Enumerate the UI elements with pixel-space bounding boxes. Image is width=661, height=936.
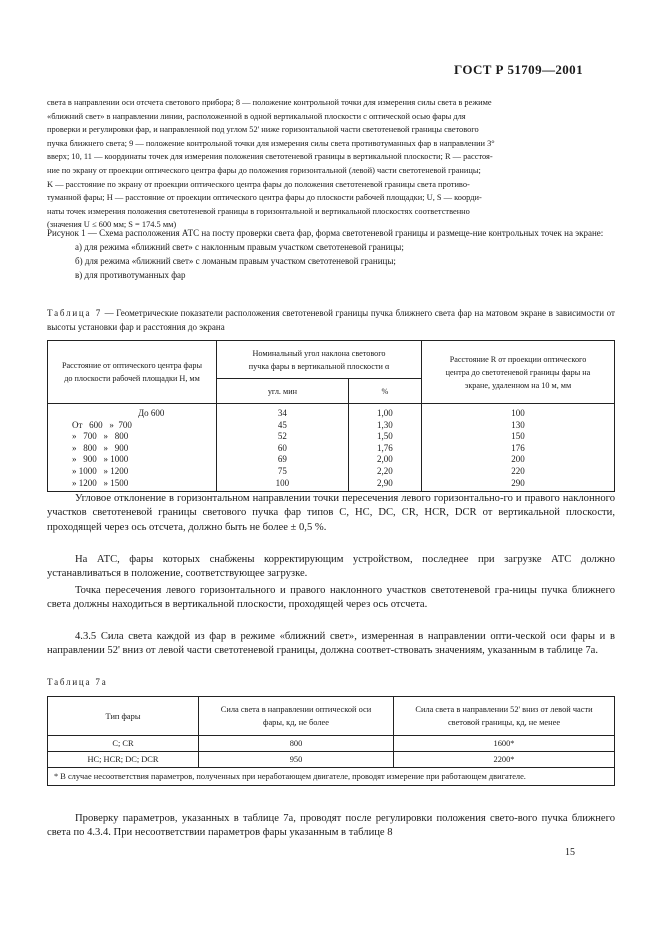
table7a-row1-down: 1600* xyxy=(394,736,615,752)
table7-col2b-header: % xyxy=(348,379,421,404)
table7-cell-r: 150 xyxy=(511,431,525,442)
table7a-row1-type: C; CR xyxy=(48,736,199,752)
table7-cell-min: 75 xyxy=(277,465,287,476)
table7a-row2-down: 2200* xyxy=(394,752,615,768)
table7-cell-range: » 1200 » 1500 xyxy=(72,477,129,488)
legend-line: (значения U ≤ 600 мм; S = 174.5 мм) xyxy=(47,220,177,230)
legend-line: света в направлении оси отсчета светового прибора; 8 — положение контрольной точки для измерения силы света в режиме xyxy=(47,98,492,107)
table7-title-text: — Геометрические показатели расположения светотеневой границы пучка ближнего света фар на матовом экране в зависимости от высоты установки фар и расстояния до экрана xyxy=(47,308,615,332)
paragraph-1: Угловое отклонение в горизонтальном направлении точки пересечения левого горизонтально-го и правого наклонного участков светотеневой границы светового пучка фар типов C, HC, DC, CR, HCR, DCR от вертикальной плоскости, проходящей через ось отсчета, должно быть не более ± 0,5 %. xyxy=(47,493,615,533)
legend-line: вверх; 10, 11 — координаты точек для измерения положения светотеневой границы в вертикальной плоскости; R — расстоя- xyxy=(47,152,493,162)
table7-cell-pct: 1,50 xyxy=(377,431,393,442)
table7-range-column xyxy=(48,404,217,492)
final-paragraph: Проверку параметров, указанных в таблице 7а, проводят после регулировки положения свето-вого пучка ближнего света по 4.3.4. При несоответствии параметров фары указанным в таблице 8 xyxy=(47,813,615,839)
table7-cell-min: 60 xyxy=(277,442,287,453)
table7-pct-column xyxy=(348,404,421,492)
figure-caption-item-b: б) для режима «ближний свет» с ломаным правым участком светотеневой границы; xyxy=(75,256,396,266)
table7a-label: Таблица 7а xyxy=(47,677,108,687)
table7a-row1-axis: 800 xyxy=(199,736,394,752)
table7-cell-pct: 1,76 xyxy=(377,442,393,453)
table7-cell-pct: 2,90 xyxy=(377,477,393,488)
figure-caption-item-c: в) для противотуманных фар xyxy=(75,270,186,280)
table7-min-column xyxy=(217,404,349,492)
legend-line: K — расстояние по экрану от проекции оптического центра фары до положения светотеневой границы света противо- xyxy=(47,179,470,189)
table7-cell-r: 200 xyxy=(511,454,525,465)
paragraph-3: Точка пересечения левого горизонтального и правого наклонного участков светотеневой гра-ницы пучка ближнего света должны находиться в вертикальной плоскости, проходящей через ось отсчета. xyxy=(47,585,615,611)
figure-caption-item-a: а) для режима «ближний свет» с наклонным правым участком светотеневой границы; xyxy=(75,242,404,252)
table7-col3-header: Расстояние R от проекции оптического центра до светотеневой границы фары на экране, удаленном на 10 м, мм xyxy=(422,341,615,404)
table7-col2-header: Номинальный угол наклона светового пучка фары в вертикальной плоскости α xyxy=(217,341,422,379)
table7-cell-r: 100 xyxy=(511,408,525,418)
paragraph-4: 4.3.5 Сила света каждой из фар в режиме «ближний свет», измеренная в направлении опти-ческой оси фары и в направлении 52' вниз от левой части светотеневой границы, должна соответ-ствовать значениям, указанным в таблице 7а. xyxy=(47,631,615,657)
table7-cell-pct: 1,30 xyxy=(377,419,393,430)
table7a xyxy=(47,696,615,786)
page-number: 15 xyxy=(565,847,575,858)
table7-cell-min: 52 xyxy=(277,431,287,442)
legend-line: проверки и регулировки фар, и направленной под углом 52' ниже горизонтальной части светотеневой границы светового xyxy=(47,125,479,135)
table7-col2a-header: угл. мин xyxy=(217,379,349,404)
table7a-col1-header: Тип фары xyxy=(48,697,199,736)
table7a-col3-header: Сила света в направлении 52' вниз от левой части световой границы, кд, не менее xyxy=(394,697,615,736)
table7a-col2-header: Сила света в направлении оптической оси фары, кд, не более xyxy=(199,697,394,736)
paragraph-2: На АТС, фары которых снабжены корректирующим устройством, последнее при загрузке АТС должно устанавливаться в положение, соответствующее загрузке. xyxy=(47,554,615,580)
table7a-row2-axis: 950 xyxy=(199,752,394,768)
table7-cell-range: До 600 xyxy=(138,408,165,418)
table7-title xyxy=(47,306,615,334)
table7a-footnote: * В случае несоответствия параметров, полученных при неработающем двигателе, проводят измерение при работающем двигателе. xyxy=(48,768,615,786)
table7-cell-range: » 700 » 800 xyxy=(72,431,129,442)
table7-cell-range: От 600 » 700 xyxy=(72,419,132,430)
figure-caption xyxy=(47,226,615,282)
table7-cell-pct: 2,20 xyxy=(377,465,393,476)
table7-cell-r: 176 xyxy=(511,442,525,453)
table7-cell-r: 130 xyxy=(511,419,525,430)
table7-cell-min: 45 xyxy=(277,419,287,430)
legend-line: туманной фары; H — расстояние от проекции оптического центра фары до плоскости рабочей площадки; U, S — коорди- xyxy=(47,193,482,203)
table7-r-column xyxy=(422,404,615,492)
table7-col1-header: Расстояние от оптического центра фары до плоскости рабочей площадки H, мм xyxy=(48,341,217,404)
legend-line: пучка ближнего света; 9 — положение контрольной точки для измерения силы света противотуманных фар в направлении 3° xyxy=(47,138,495,148)
table7-cell-range: » 1000 » 1200 xyxy=(72,465,129,476)
table7-cell-range: » 800 » 900 xyxy=(72,442,129,453)
table7-cell-min: 69 xyxy=(277,454,287,465)
table7-label: Таблица 7 xyxy=(47,308,103,318)
table7-cell-pct: 2,00 xyxy=(377,454,393,465)
legend-line: ние по экрану от проекции оптического центра фары до положения горизонтальной (левой) части светотеневой границы; xyxy=(47,165,481,175)
legend-line: «ближний свет» в направлении линии, расположенной в одной вертикальной плоскости с оптической осью фары для xyxy=(47,111,466,121)
figure-caption-title: Рисунок 1 — Схема расположения АТС на посту проверки света фар, форма светотеневой границы и размеще-ние контрольных точек на экране: xyxy=(47,228,604,238)
table7-cell-range: » 900 » 1000 xyxy=(72,454,129,465)
table7-cell-min: 100 xyxy=(275,477,290,488)
table7 xyxy=(47,340,615,492)
table7-cell-min: 34 xyxy=(277,408,287,418)
table7-cell-r: 290 xyxy=(511,477,525,488)
table7-cell-r: 220 xyxy=(511,465,525,476)
table7-cell-pct: 1,00 xyxy=(377,408,393,418)
figure-legend xyxy=(47,96,615,232)
table7a-row2-type: HC; HCR; DC; DCR xyxy=(48,752,199,768)
legend-line: наты точек измерения положения светотеневой границы в горизонтальной и вертикальной плоскостях соответственно xyxy=(47,206,470,216)
document-header: ГОСТ Р 51709—2001 xyxy=(453,62,583,77)
